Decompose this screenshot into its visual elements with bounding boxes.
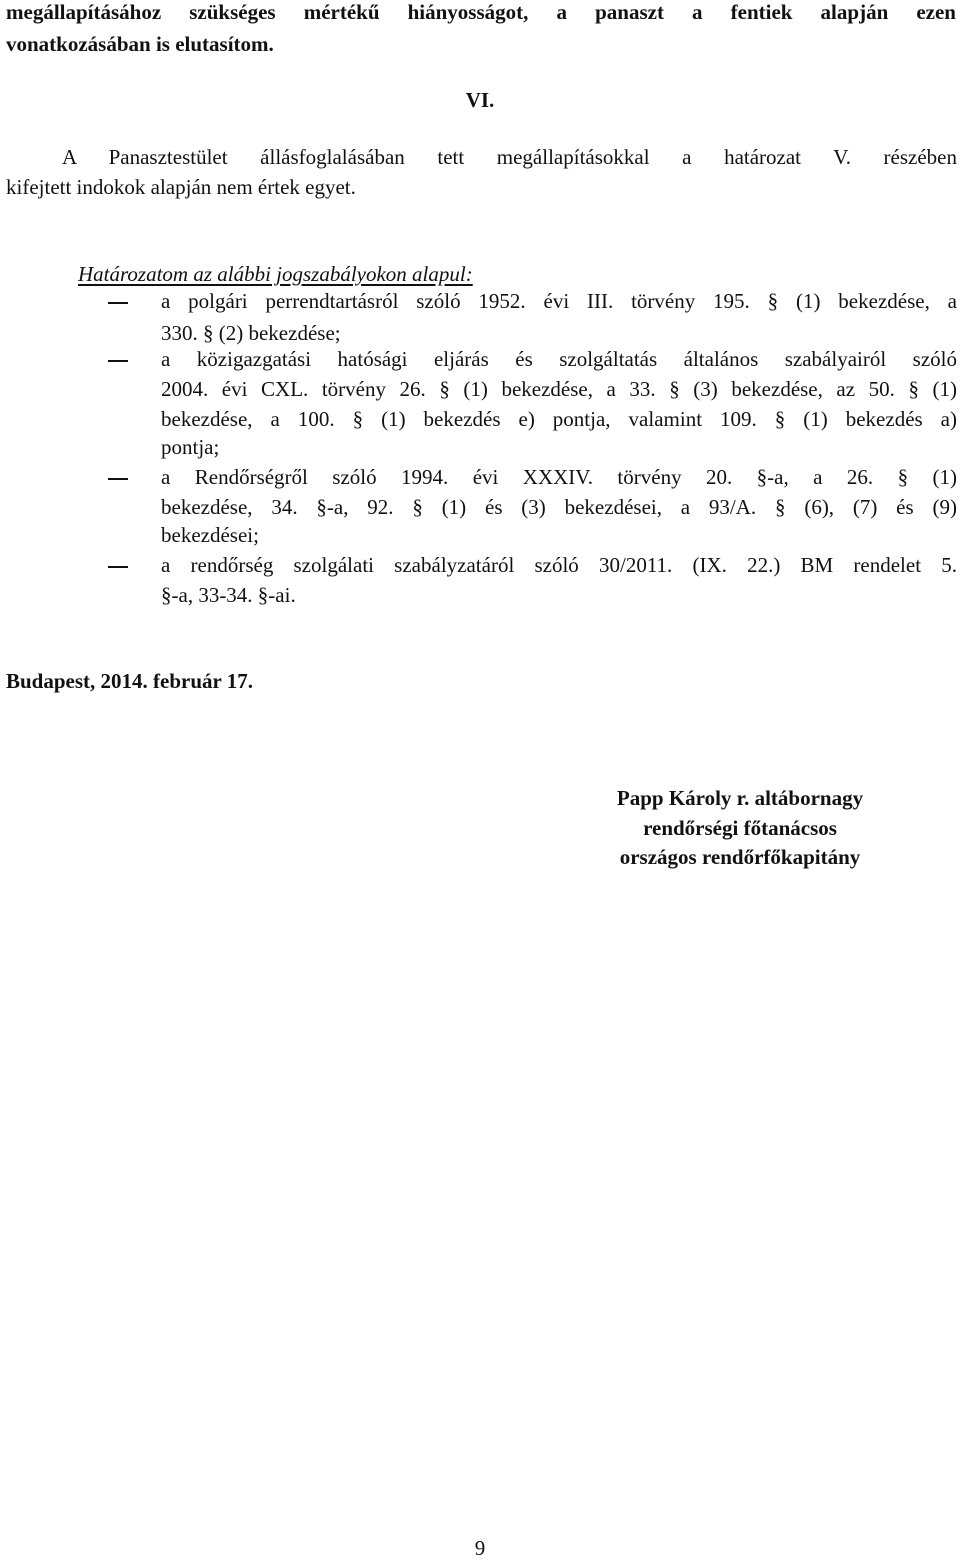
- legal-basis-item-1-line-1: a polgári perrendtartásról szóló 1952. évi III. törvény 195. § (1) bekezdése, a: [161, 289, 957, 313]
- legal-basis-item-3-line-3: bekezdései;: [161, 523, 259, 547]
- legal-basis-item-4-line-2: §-a, 33-34. §-ai.: [161, 583, 296, 607]
- page-number: 9: [474, 1536, 486, 1560]
- section-paragraph-line-2: kifejtett indokok alapján nem értek egyet.: [6, 175, 356, 199]
- intro-line-1: megállapításához szükséges mértékű hiányosságot, a panaszt a fentiek alapján ezen: [6, 0, 956, 24]
- list-bullet-dash: [108, 360, 128, 362]
- section-number: VI.: [465, 88, 495, 112]
- legal-basis-item-2-line-3: bekezdése, a 100. § (1) bekezdés e) pontja, valamint 109. § (1) bekezdés a): [161, 407, 957, 431]
- legal-basis-item-3-line-1: a Rendőrségről szóló 1994. évi XXXIV. törvény 20. §-a, a 26. § (1): [161, 465, 957, 489]
- legal-basis-item-2-line-2: 2004. évi CXL. törvény 26. § (1) bekezdése, a 33. § (3) bekezdése, az 50. § (1): [161, 377, 957, 401]
- section-paragraph-line-1: A Panasztestület állásfoglalásában tett megállapításokkal a határozat V. részében: [62, 145, 957, 169]
- signatory-position: országos rendőrfőkapitány: [619, 845, 861, 869]
- legal-basis-item-2-line-1: a közigazgatási hatósági eljárás és szolgáltatás általános szabályairól szóló: [161, 347, 957, 371]
- legal-basis-item-1-line-2: 330. § (2) bekezdése;: [161, 321, 341, 345]
- legal-basis-item-3-line-2: bekezdése, 34. §-a, 92. § (1) és (3) bekezdései, a 93/A. § (6), (7) és (9): [161, 495, 957, 519]
- list-bullet-dash: [108, 566, 128, 568]
- legal-basis-heading: Határozatom az alábbi jogszabályokon alapul:: [78, 262, 473, 286]
- place-date: Budapest, 2014. február 17.: [6, 669, 253, 693]
- intro-line-2: vonatkozásában is elutasítom.: [6, 32, 274, 56]
- signatory-name: Papp Károly r. altábornagy: [616, 786, 864, 810]
- legal-basis-item-4-line-1: a rendőrség szolgálati szabályzatáról szóló 30/2011. (IX. 22.) BM rendelet 5.: [161, 553, 957, 577]
- list-bullet-dash: [108, 478, 128, 480]
- signatory-title: rendőrségi főtanácsos: [643, 816, 837, 840]
- legal-basis-item-2-line-4: pontja;: [161, 435, 220, 459]
- list-bullet-dash: [108, 302, 128, 304]
